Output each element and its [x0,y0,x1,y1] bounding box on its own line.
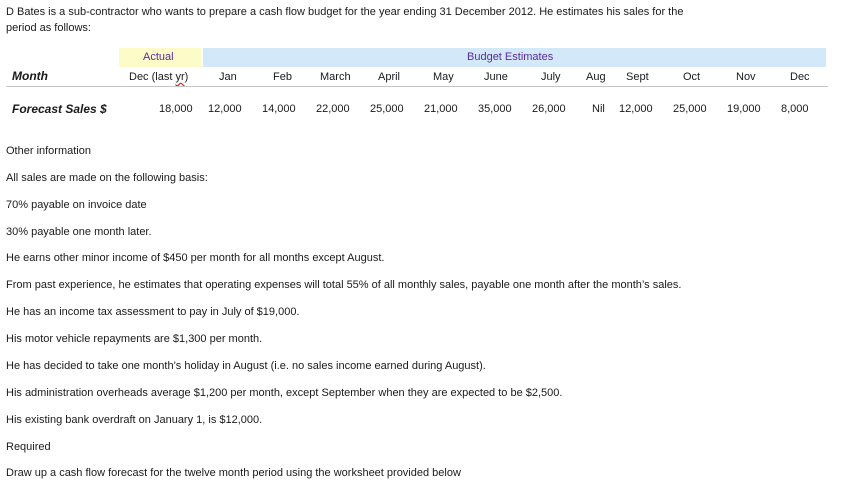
info-line: His existing bank overdraft on January 1, is $12,000. [6,414,263,426]
sales-value: 8,000 [781,103,809,115]
sales-value: 12,000 [619,103,653,115]
month-header: July [541,71,561,83]
sales-value: 21,000 [424,103,458,115]
info-line: Other information [6,145,91,157]
month-header: Jan [219,71,237,83]
info-line: 70% payable on invoice date [6,199,147,211]
month-header: Nov [736,71,756,83]
info-line: 30% payable one month later. [6,226,152,238]
required-heading: Required [6,441,51,453]
month-header: March [320,71,351,83]
table-divider [6,86,828,87]
intro-line-1: D Bates is a sub-contractor who wants to prepare a cash flow budget for the year ending 31 December 2012. He estimates his sales for the [6,6,684,18]
actual-month-prefix: Dec (last [129,71,176,83]
sales-value: 22,000 [316,103,350,115]
info-line: From past experience, he estimates that operating expenses will total 55% of all monthly sales, payable one month after the month’s sales. [6,279,682,291]
info-line: His administration overheads average $1,200 per month, except September when they are expected to be $2,500. [6,387,563,399]
info-line: His motor vehicle repayments are $1,300 per month. [6,333,263,345]
info-line: He earns other minor income of $450 per month for all months except August. [6,252,385,264]
month-header: Dec [790,71,810,83]
spellcheck-flagged-word: yr [175,71,185,83]
sales-value: 35,000 [478,103,512,115]
month-header: Oct [683,71,701,83]
intro-line-2: period as follows: [6,22,91,34]
actual-sales-value: 18,000 [159,103,193,115]
sales-value: 19,000 [727,103,761,115]
info-line: All sales are made on the following basis: [6,172,208,184]
sales-value: 26,000 [532,103,566,115]
sales-value: Nil [592,103,605,115]
sales-value: 14,000 [262,103,296,115]
sales-value: 25,000 [673,103,707,115]
info-line: He has an income tax assessment to pay in July of $19,000. [6,306,300,318]
actual-month-label [129,71,188,83]
info-line: Draw up a cash flow forecast for the twelve month period using the worksheet provided below [6,467,461,479]
month-header: May [433,71,454,83]
month-row-header: Month [12,69,48,83]
info-line: He has decided to take one month’s holiday in August (i.e. no sales income earned during August). [6,360,486,372]
forecast-sales-row-header: Forecast Sales $ [12,102,107,116]
budget-header-label: Budget Estimates [467,51,554,63]
month-header: Sept [626,71,649,83]
month-header: April [378,71,401,83]
month-header: Aug [586,71,606,83]
actual-header-label: Actual [143,51,174,63]
sales-value: 12,000 [208,103,242,115]
sales-value: 25,000 [370,103,404,115]
actual-month-suffix: ) [184,71,189,83]
month-header: Feb [273,71,292,83]
month-header: June [484,71,508,83]
